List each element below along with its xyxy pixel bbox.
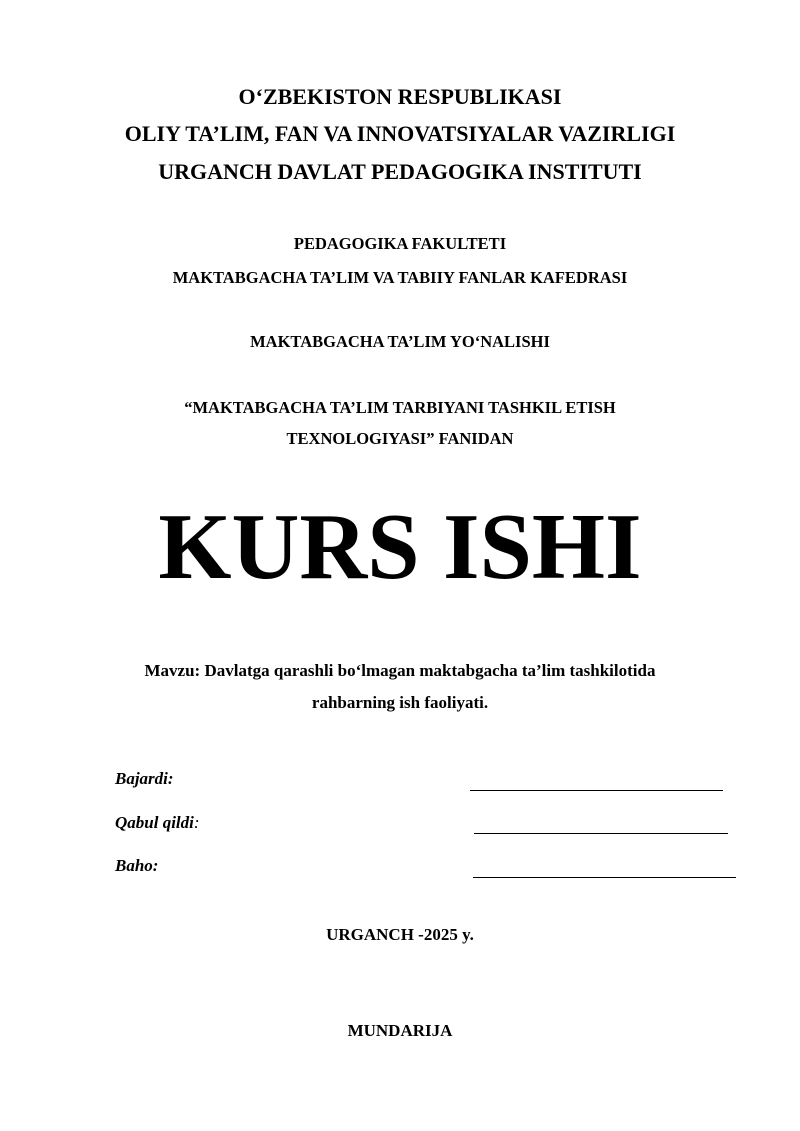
department-name: MAKTABGACHA TA’LIM VA TABIIY FANLAR KAFEDRASI: [172, 268, 628, 287]
direction-name: MAKTABGACHA TA’LIM YO‘NALISHI: [250, 332, 550, 351]
document-title: KURS ISHI: [158, 495, 642, 599]
contents-heading: MUNDARIJA: [347, 1021, 453, 1040]
field-row-bajardi: [0, 769, 800, 793]
city-year: URGANCH -2025 y.: [326, 925, 474, 944]
field-row-qabul: [0, 813, 800, 837]
baho-line: [473, 877, 736, 878]
ministry-header-line-1: O‘ZBEKISTON RESPUBLIKASI: [238, 84, 562, 109]
subject-line-1: “MAKTABGACHA TA’LIM TARBIYANI TASHKIL ETISH: [184, 398, 616, 417]
qabul-signature-line: [474, 833, 728, 834]
baho-label: Baho:: [115, 856, 159, 875]
bajardi-label: Bajardi:: [115, 769, 174, 788]
qabul-label: [115, 813, 200, 833]
topic-line-1: Mavzu: Davlatga qarashli bo‘lmagan maktabgacha ta’lim tashkilotida: [144, 661, 656, 680]
bajardi-signature-line: [470, 790, 723, 791]
faculty-name: PEDAGOGIKA FAKULTETI: [293, 234, 507, 253]
qabul-label-colon: :: [193, 813, 200, 832]
field-row-baho: [0, 856, 800, 880]
subject-line-2: TEXNOLOGIYASI” FANIDAN: [286, 429, 514, 448]
qabul-label-text: Qabul qildi: [115, 813, 194, 832]
institute-name: URGANCH DAVLAT PEDAGOGIKA INSTITUTI: [158, 159, 642, 184]
topic-line-2: rahbarning ish faoliyati.: [311, 693, 489, 712]
ministry-header-line-2: OLIY TA’LIM, FAN VA INNOVATSIYALAR VAZIRLIGI: [124, 121, 676, 146]
